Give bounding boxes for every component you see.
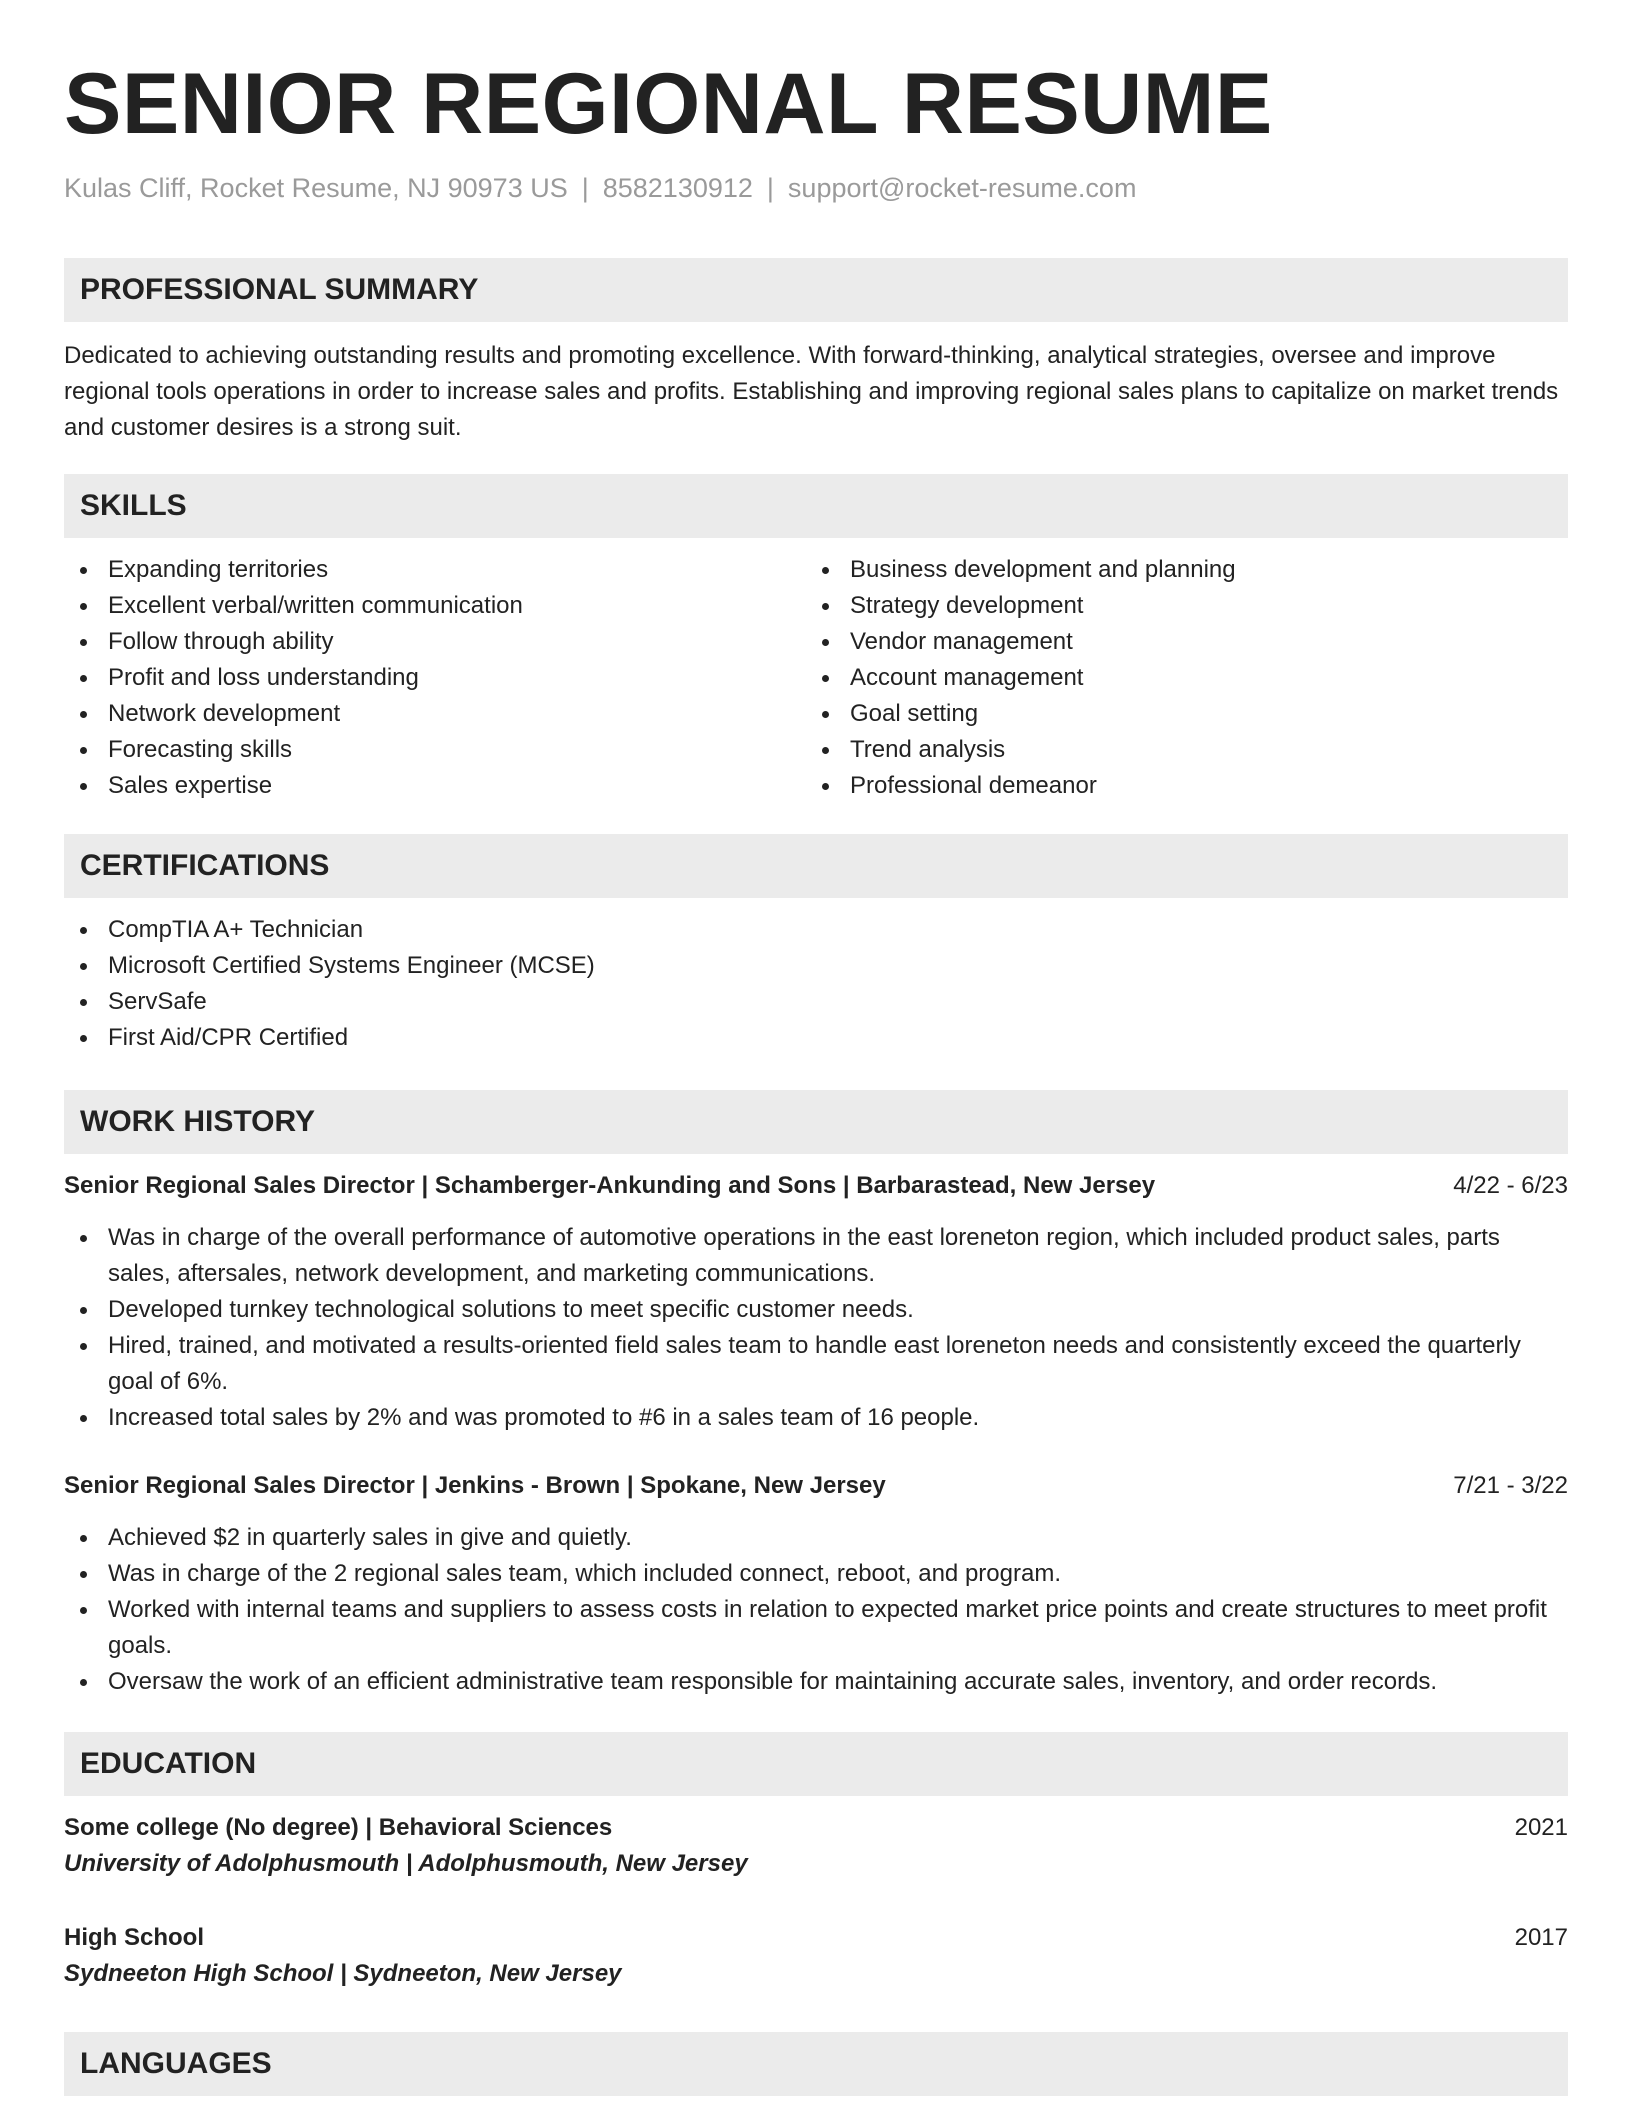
skill-item: Professional demeanor: [806, 768, 1548, 804]
education-entry: [64, 1920, 1568, 1992]
skill-item: Trend analysis: [806, 732, 1548, 768]
job-dates: 7/21 - 3/22: [1453, 1472, 1568, 1499]
skill-item: Excellent verbal/written communication: [64, 588, 806, 624]
job-bullets: [64, 1220, 1568, 1436]
education-year: 2017: [1514, 1924, 1568, 1951]
certification-item: Microsoft Certified Systems Engineer (MCSE): [64, 948, 1568, 984]
education-entry: [64, 1810, 1568, 1882]
job-bullet: Worked with internal teams and suppliers to assess costs in relation to expected market price points and create structures to meet profit goals.: [64, 1592, 1568, 1664]
job-entry: [64, 1468, 1568, 1700]
skill-item: Sales expertise: [64, 768, 806, 804]
job-title: Senior Regional Sales Director | Schamberger-Ankunding and Sons | Barbarastead, New Jersey: [64, 1172, 1156, 1199]
education-degree: Some college (No degree) | Behavioral Sciences: [64, 1814, 613, 1841]
contact-email[interactable]: support@rocket-resume.com: [787, 173, 1137, 203]
skills-list-right: [806, 552, 1548, 804]
skill-item: Strategy development: [806, 588, 1548, 624]
contact-address: Kulas Cliff, Rocket Resume, NJ 90973 US: [64, 173, 568, 203]
job-bullet: Achieved $2 in quarterly sales in give and quietly.: [64, 1520, 1568, 1556]
skill-item: Vendor management: [806, 624, 1548, 660]
job-entry: [64, 1168, 1568, 1436]
certification-item: ServSafe: [64, 984, 1568, 1020]
education-header: [64, 1810, 1568, 1846]
skill-item: Network development: [64, 696, 806, 732]
skill-item: Forecasting skills: [64, 732, 806, 768]
skills-grid: [64, 552, 1568, 804]
contact-phone: 8582130912: [602, 173, 753, 203]
section-header-languages: LANGUAGES: [64, 2032, 1568, 2096]
skill-item: Profit and loss understanding: [64, 660, 806, 696]
certifications-list: [64, 912, 1568, 1056]
skill-item: Account management: [806, 660, 1548, 696]
job-dates: 4/22 - 6/23: [1453, 1172, 1568, 1199]
job-bullet: Was in charge of the 2 regional sales team, which included connect, reboot, and program.: [64, 1556, 1568, 1592]
job-bullets: [64, 1520, 1568, 1700]
education-year: 2021: [1514, 1814, 1568, 1841]
education-header: [64, 1920, 1568, 1956]
summary-text: Dedicated to achieving outstanding results and promoting excellence. With forward-thinking, analytical strategies, oversee and improve regional tools operations in order to increase sales and profits. Establishing and improving regional sales plans to capitalize on market trends and customer desires is a strong suit.: [64, 342, 1559, 441]
certification-item: First Aid/CPR Certified: [64, 1020, 1568, 1056]
job-bullet: Was in charge of the overall performance of automotive operations in the east loreneton region, which included product sales, parts sales, aftersales, network development, and marketing communications.: [64, 1220, 1568, 1292]
education-degree: High School: [64, 1924, 204, 1951]
job-bullet: Developed turnkey technological solutions to meet specific customer needs.: [64, 1292, 1568, 1328]
section-header-summary: PROFESSIONAL SUMMARY: [64, 258, 1568, 322]
contact-line: [64, 170, 1568, 206]
job-bullet: Increased total sales by 2% and was promoted to #6 in a sales team of 16 people.: [64, 1400, 1568, 1436]
contact-separator: |: [581, 173, 589, 203]
section-header-skills: SKILLS: [64, 474, 1568, 538]
job-header: [64, 1168, 1568, 1204]
job-title: Senior Regional Sales Director | Jenkins - Brown | Spokane, New Jersey: [64, 1472, 886, 1499]
skills-list-left: [64, 552, 806, 804]
resume-name: SENIOR REGIONAL RESUME: [64, 56, 1273, 152]
certification-item: CompTIA A+ Technician: [64, 912, 1568, 948]
section-header-certifications: CERTIFICATIONS: [64, 834, 1568, 898]
skill-item: Goal setting: [806, 696, 1548, 732]
contact-separator: |: [766, 173, 774, 203]
skill-item: Expanding territories: [64, 552, 806, 588]
job-bullet: Oversaw the work of an efficient administrative team responsible for maintaining accurate sales, inventory, and order records.: [64, 1664, 1568, 1700]
job-bullet: Hired, trained, and motivated a results-oriented field sales team to handle east loreneton needs and consistently exceed the quarterly goal of 6%.: [64, 1328, 1568, 1400]
education-institution: Sydneeton High School | Sydneeton, New Jersey: [64, 1960, 622, 1987]
skills-column-right: [806, 552, 1548, 804]
section-header-work-history: WORK HISTORY: [64, 1090, 1568, 1154]
skill-item: Follow through ability: [64, 624, 806, 660]
skills-column-left: [64, 552, 806, 804]
education-institution: University of Adolphusmouth | Adolphusmouth, New Jersey: [64, 1850, 748, 1877]
skill-item: Business development and planning: [806, 552, 1548, 588]
section-header-education: EDUCATION: [64, 1732, 1568, 1796]
job-header: [64, 1468, 1568, 1504]
